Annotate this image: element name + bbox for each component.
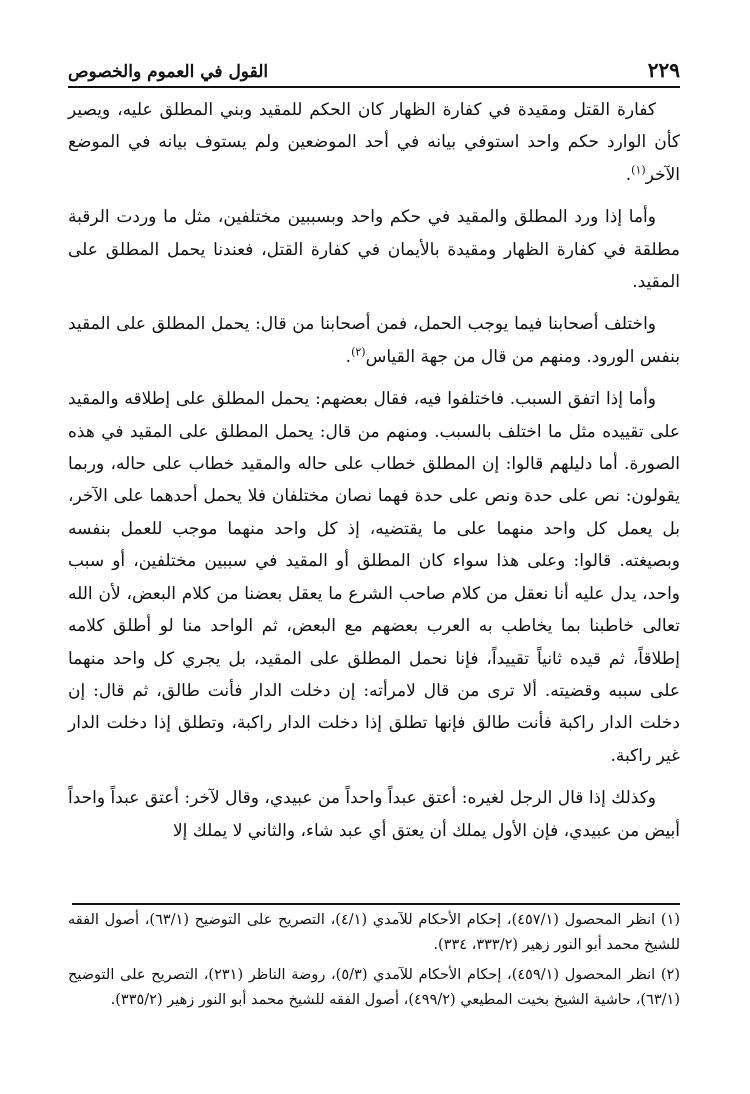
paragraph-text: وأما إذا ورد المطلق والمقيد في حكم واحد وبسببين مختلفين، مثل ما وردت الرقبة مطلقة في كفارة الظهار ومقيدة بالأيمان في كفارة القتل، فعندنا يحمل المطلق على المقيد. (68, 207, 680, 293)
footnote-2: (٢) انظر المحصول (٤٥٩/١)، إحكام الأحكام للآمدي (٥/٣)، روضة الناظر (٢٣١)، التصريح على التوضيح (٦٣/١)، حاشية الشيخ بخيت المطيعي (٤٩٩/٢)، أصول الفقه للشيخ محمد أبو النور زهير (٣٣٥/٢). (68, 967, 680, 1008)
paragraph-1 (68, 94, 680, 191)
footnote-1: (١) انظر المحصول (٤٥٧/١)، إحكام الأحكام للآمدي (٤/١)، التصريح على التوضيح (٦٣/١)، أصول الفقه للشيخ محمد أبو النور زهير (٣٣٣/٢، ٣٣٤). (68, 912, 681, 953)
page-number: ٢٢٩ (647, 58, 680, 82)
paragraph-2 (68, 201, 680, 298)
paragraph-end: . (625, 164, 632, 185)
paragraph-text: واختلف أصحابنا فيما يوجب الحمل، فمن أصحابنا من قال: يحمل المطلق على المقيد بنفس الورود. ومنهم من قال من جهة القياس (68, 314, 680, 367)
running-title: القول في العموم والخصوص (68, 62, 269, 82)
footnote-ref-2: (٢) (351, 345, 366, 359)
main-text (68, 94, 680, 857)
footnotes (68, 908, 680, 1018)
paragraph-3 (68, 308, 680, 373)
footnote-divider (72, 903, 680, 905)
footnote-ref-1: (١) (631, 163, 646, 177)
paragraph-4 (68, 383, 680, 772)
paragraph-5 (68, 782, 680, 847)
paragraph-end: . (345, 346, 352, 367)
paragraph-text: وأما إذا اتفق السبب. فاختلفوا فيه، فقال بعضهم: يحمل المطلق على إطلاقه والمقيد على تقييده مثل ما اختلف بالسبب. ومنهم من قال: يحمل المطلق على المقيد في هذه الصورة. أما دليلهم قالوا: إن المطلق خطاب على حاله والمقيد خطاب على حاله، وربما يقولون: نص على حدة ونص على حدة فهما نصان مختلفان فلا يحمل أحدهما على الآخر، بل يعمل كل واحد منهما على ما يقتضيه، إذ كل واحد منهما موجب للعمل بنفسه وبصيغته. قالوا: وعلى هذا سواء كان المطلق أو المقيد في سببين مختلفين، أو سبب واحد، يدل عليه أنا نعقل من كلام صاحب الشرع ما يعقل بعضنا من كلام البعض، لأن الله تعالى خاطبنا بما يخاطب به العرب بعضهم مع البعض، ثم الواحد منا لو أطلق كلامه إطلاقاً، ثم قيده ثانياً تقييداً، فإنا نحمل المطلق على المقيد، بل يجري كل واحد منهما على سببه وقضيته. ألا ترى من قال لامرأته: إن دخلت الدار فأنت طالق، ثم قال: إن دخلت الدار راكبة فأنت طالق فإنها تطلق إذا دخلت الدار راكبة، وتطلق إذا دخلت الدار غير راكبة. (68, 389, 680, 766)
paragraph-text: وكذلك إذا قال الرجل لغيره: أعتق عبداً واحداً من عبيدي، وقال لآخر: أعتق عبداً واحداً أبيض من عبيدي، فإن الأول يملك أن يعتق أي عبد شاء، والثاني لا يملك إلا (68, 788, 680, 841)
paragraph-text: كفارة القتل ومقيدة في كفارة الظهار كان الحكم للمقيد وبني المطلق عليه، ويصير كأن الوارد حكم واحد استوفي بيانه في أحد الموضعين ولم يستوف بيانه في الموضع الآخر (68, 100, 680, 185)
page-header (68, 58, 680, 88)
